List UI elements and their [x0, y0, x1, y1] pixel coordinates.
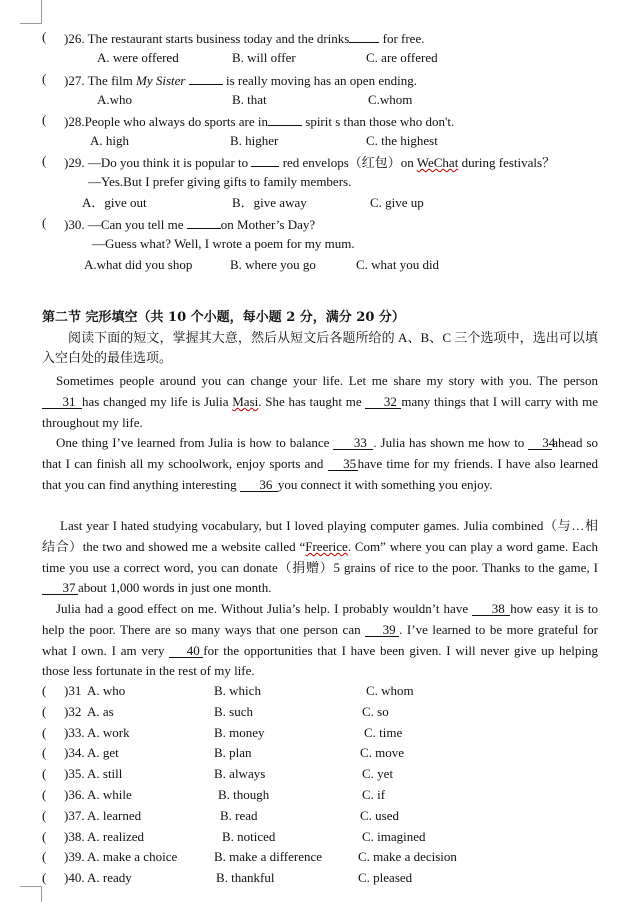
option-a[interactable]: A. as [87, 703, 114, 719]
option-a[interactable]: A．give out [82, 195, 147, 210]
answer-paren: ( [42, 112, 47, 127]
option-c[interactable]: C. make a decision [358, 849, 457, 865]
question-number: )38. [64, 828, 85, 844]
answer-paren: ( [42, 215, 47, 230]
passage-text: . Com” where you can play a word game. Each time you use a correct word, you can donate（捐赠）5 grains of rice to the poor. Thanks to the game, I [42, 538, 598, 575]
option-a[interactable]: A. who [87, 683, 126, 698]
option-a[interactable]: A. get [87, 745, 119, 761]
option-a[interactable]: A. were offered [97, 50, 179, 65]
passage-paragraph-4 [42, 599, 598, 682]
question-text: spirit s than those who don't. [305, 114, 455, 129]
option-a[interactable]: A. learned [87, 807, 142, 823]
question-number: )37. [64, 807, 85, 823]
question-number: )33. [64, 724, 85, 740]
passage-text: have time for my friends. I have also learned that you can find anything interesting [42, 455, 599, 492]
option-b[interactable]: B. plan [214, 745, 252, 761]
blank-36[interactable]: 36 [240, 478, 278, 492]
answer-blank[interactable] [349, 29, 379, 43]
blank-38[interactable]: 38 [472, 602, 510, 616]
passage-text: One thing I’ve learned from Julia is how to balance [56, 435, 330, 450]
option-b[interactable]: B. that [232, 92, 267, 107]
passage-text: about 1,000 words in just one month. [78, 580, 272, 596]
passage-text: ahead so that I can finish all my schoolwork, enjoy sports and [42, 435, 599, 471]
option-b[interactable]: B. will offer [232, 50, 296, 65]
passage-text: . I’ve learned to be more grateful for what I own. I am very [42, 621, 598, 658]
option-b[interactable]: B．give away [232, 195, 307, 210]
question-number: )39. [64, 849, 85, 865]
passage-text: . She has taught me [258, 393, 362, 409]
passage-text: many things that I will carry with me throughout my life. [42, 393, 599, 430]
question-text: —Can you tell me [87, 217, 184, 232]
option-c[interactable]: C. if [362, 787, 386, 802]
question-number: )27. [64, 73, 85, 88]
option-c[interactable]: C. give up [370, 195, 424, 210]
option-a[interactable]: A. make a choice [87, 849, 178, 865]
option-c[interactable]: C. pleased [358, 870, 413, 886]
answer-paren: ( [42, 849, 47, 865]
question-number: )30. [64, 217, 85, 232]
option-a[interactable]: A. work [87, 724, 130, 740]
option-a[interactable]: A.what did you shop [84, 257, 193, 272]
option-a[interactable]: A. realized [87, 828, 145, 844]
option-c[interactable]: C. used [360, 807, 399, 823]
corner-mark-bottom-vertical [41, 886, 42, 902]
option-b[interactable]: B. where you go [230, 257, 316, 272]
answer-paren: ( [42, 703, 47, 719]
blank-31[interactable]: 31 [42, 395, 82, 409]
corner-mark-top-vertical [41, 0, 42, 24]
question-text: —Do you think it is popular to [87, 155, 249, 170]
option-b[interactable]: B. noticed [222, 828, 276, 844]
option-c[interactable]: C. time [364, 724, 403, 740]
question-text: during festivals？ [458, 155, 556, 170]
answer-paren: ( [42, 807, 47, 823]
option-c[interactable]: C. move [360, 745, 405, 761]
option-c[interactable]: C. imagined [362, 828, 426, 844]
option-b[interactable]: B. make a difference [214, 849, 323, 865]
passage-text: has changed my life is Julia [82, 393, 233, 409]
answer-paren: ( [42, 724, 47, 740]
passage-paragraph-2 [42, 433, 598, 495]
passage-text: Julia had a good effect on me. Without Julia’s help. I probably wouldn’t have [56, 601, 469, 616]
question-text: is really moving has an open ending. [225, 73, 417, 88]
question-text: People who always do sports are in [84, 114, 269, 129]
wechat-word: WeChat [416, 155, 459, 170]
blank-35[interactable]: 35 [328, 457, 358, 471]
question-number: )29. [64, 155, 85, 170]
option-a[interactable]: A. ready [87, 870, 132, 886]
blank-40[interactable]: 40 [169, 644, 203, 658]
option-b[interactable]: B. read [220, 807, 258, 823]
question-number: )26. [64, 31, 85, 46]
option-c[interactable]: C. the highest [366, 133, 438, 148]
answer-paren: ( [42, 787, 47, 802]
option-a[interactable]: A. still [87, 766, 123, 782]
passage-paragraph-1 [42, 371, 598, 433]
question-text: red envelops（红包）on [282, 155, 417, 170]
answer-paren: ( [42, 870, 47, 886]
option-c[interactable]: C.whom [368, 92, 413, 107]
answer-paren: ( [42, 766, 47, 782]
passage-text: you connect it with something you enjoy. [277, 476, 493, 492]
answer-blank[interactable] [189, 71, 223, 85]
blank-34[interactable]: 34 [528, 436, 552, 450]
answer-paren: ( [42, 153, 47, 168]
question-number: )28. [64, 114, 85, 129]
option-c[interactable]: C. whom [366, 683, 414, 698]
blank-33[interactable]: 33 [333, 436, 373, 450]
blank-32[interactable]: 32 [365, 395, 401, 409]
question-text: for free. [382, 31, 425, 46]
blank-37[interactable]: 37 [42, 581, 78, 595]
option-b[interactable]: B. though [218, 787, 270, 802]
website-name: Freerice [305, 538, 348, 554]
answer-paren: ( [42, 828, 47, 844]
answer-blank[interactable] [251, 153, 279, 167]
answer-blank[interactable] [187, 215, 221, 229]
corner-mark-top-horizontal [20, 23, 42, 24]
passage-text: Sometimes people around you can change your life. Let me share my story with you. The person [56, 373, 598, 388]
answer-paren: ( [42, 683, 47, 698]
passage-paragraph-3 [42, 516, 598, 599]
passage-text: for the opportunities that I have been given. I will never give up helping those less fortunate in the rest of my life. [42, 642, 598, 679]
option-b[interactable]: B. money [214, 724, 265, 740]
option-a[interactable]: A. high [90, 133, 129, 148]
corner-mark-bottom-horizontal [20, 886, 42, 887]
question-text: The restaurant starts business today and the drinks [87, 31, 350, 46]
question-number: )32 [64, 703, 82, 719]
question-text: The film [87, 73, 136, 88]
section-instruction: 阅读下面的短文，掌握其大意，然后从短文后各题所给的 A、B、C 三个选项中，选出可以填入空白处的最佳选项。 [42, 330, 598, 365]
option-b[interactable]: B. higher [230, 133, 279, 148]
option-c[interactable]: C. are offered [366, 50, 438, 65]
option-b[interactable]: B. thankful [216, 870, 275, 886]
question-number: )40. [64, 870, 85, 886]
option-b[interactable]: B. such [214, 703, 253, 719]
option-a[interactable]: A.who [97, 92, 133, 107]
section-title: 第二节 完形填空（共 10 个小题，每小题 2 分，满分 20 分） [42, 310, 405, 325]
option-c[interactable]: C. so [362, 703, 389, 719]
question-text: on Mother’s Day? [220, 217, 316, 232]
passage-text: . Julia has shown me how to [373, 435, 525, 450]
passage-text: how easy it is to help the poor. There are so many ways that one person can [42, 601, 599, 637]
question-number: )35. [64, 766, 85, 782]
passage-text: Last year I hated studying vocabulary, but I loved playing computer games. Julia combined（与…相结合）the two and showed me a website called “ [42, 518, 598, 554]
option-a[interactable]: A. while [87, 787, 132, 802]
name-masi: Masi [232, 393, 259, 409]
blank-39[interactable]: 39 [365, 623, 399, 637]
answer-paren: ( [42, 71, 47, 86]
question-number: )31 [64, 683, 82, 698]
question-number: )36. [64, 787, 85, 802]
question-reply: —Yes.But I prefer giving gifts to family members. [88, 174, 352, 189]
question-number: )34. [64, 745, 85, 761]
option-c[interactable]: C. what you did [356, 257, 440, 272]
answer-paren: ( [42, 29, 47, 44]
question-reply: —Guess what? Well, I wrote a poem for my mum. [92, 236, 355, 251]
option-b[interactable]: B. which [214, 683, 261, 698]
option-c[interactable]: C. yet [362, 766, 394, 782]
answer-blank[interactable] [268, 112, 302, 126]
film-title: My Sister [136, 73, 186, 88]
answer-paren: ( [42, 745, 47, 761]
option-b[interactable]: B. always [214, 766, 266, 782]
